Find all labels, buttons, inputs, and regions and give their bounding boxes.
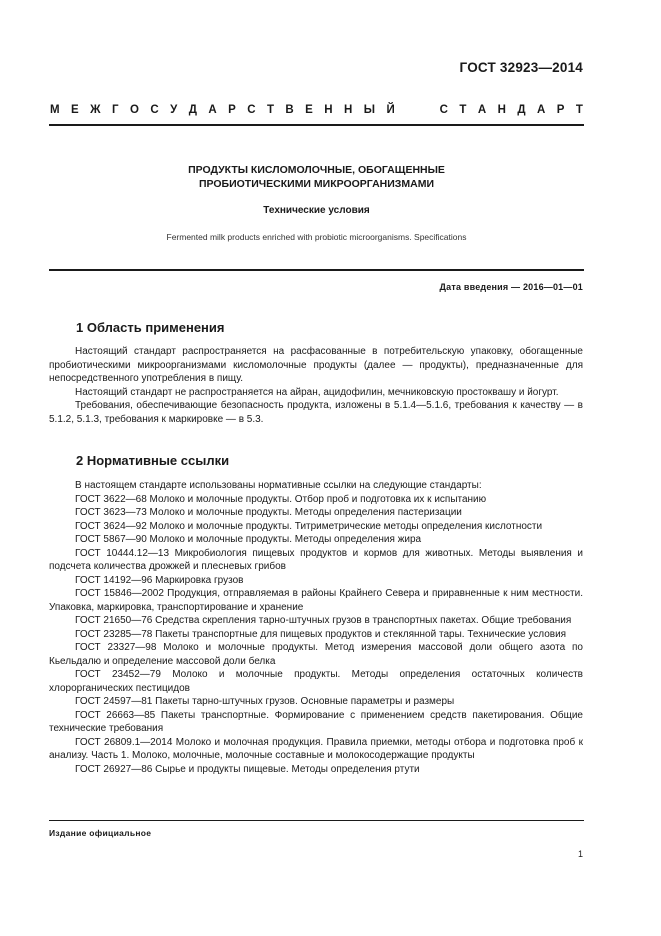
- banner-letter: Д: [517, 104, 526, 116]
- banner-letter: Р: [228, 104, 236, 116]
- effective-date: Дата введения — 2016—01—01: [439, 282, 583, 292]
- reference-item: ГОСТ 21650—76 Средства скрепления тарно-штучных грузов в транспортных пакетах. Общие требования: [75, 615, 572, 626]
- banner-letter: Е: [71, 104, 79, 116]
- banner-letter: С: [150, 104, 159, 116]
- banner-letter: Т: [459, 104, 467, 116]
- banner-letter: Д: [188, 104, 197, 116]
- banner-letter: С: [439, 104, 448, 116]
- references-list: [49, 493, 583, 777]
- title-rule: [49, 269, 584, 271]
- title-line-2: ПРОБИОТИЧЕСКИМИ МИКРООРГАНИЗМАМИ: [198, 178, 435, 190]
- banner-letter: А: [477, 104, 487, 116]
- reference-item: ГОСТ 5867—90 Молоко и молочные продукты. Методы определения жира: [75, 534, 422, 545]
- english-title: Fermented milk products enriched with probiotic microorganisms. Specifications: [166, 232, 467, 242]
- document-subtitle: Технические условия: [263, 205, 370, 216]
- reference-item: ГОСТ 26809.1—2014 Молоко и молочная продукция. Правила приемки, методы отбора и подготовка проб к анализу. Часть 1. Молоко, молочные, молочные составные и молокосодержащие продукты: [49, 736, 583, 761]
- reference-item: ГОСТ 26663—85 Пакеты транспортные. Формирование с применением средств пакетирования. Общие технические требования: [49, 709, 583, 734]
- banner-letter: Р: [556, 104, 565, 116]
- banner-letter: Н: [344, 104, 353, 116]
- section-1-body: [49, 345, 583, 426]
- banner-letter: Т: [266, 104, 274, 116]
- banner-letter: Ы: [363, 104, 376, 116]
- section-1-paragraph: Требования, обеспечивающие безопасность продукта, изложены в 5.1.4—5.1.6, требования к качеству — в 5.1.2, 5.1.3, требования к маркировке — в 5.3.: [49, 400, 583, 425]
- section-1-paragraph: Настоящий стандарт не распространяется на айран, ацидофилин, мечниковскую простоквашу и йогурт.: [75, 386, 559, 398]
- section-2-heading: 2 Нормативные ссылки: [76, 453, 230, 468]
- banner-letter: Т: [575, 104, 583, 116]
- reference-item: ГОСТ 23285—78 Пакеты транспортные для пищевых продуктов и стеклянной тары. Технические условия: [75, 628, 567, 640]
- reference-item: ГОСТ 23327—98 Молоко и молочные продукты. Метод измерения массовой доли общего азота по Кьельдалю и определение массовой доли белка: [49, 642, 583, 667]
- banner-letter: Ж: [90, 104, 101, 116]
- section-2-intro: В настоящем стандарте использованы нормативные ссылки на следующие стандарты:: [75, 480, 482, 491]
- footer-rule: [49, 820, 584, 821]
- banner-letter: М: [50, 104, 60, 116]
- reference-item: ГОСТ 3623—73 Молоко и молочные продукты. Методы определения пастеризации: [75, 507, 462, 518]
- title-line-1: ПРОДУКТЫ КИСЛОМОЛОЧНЫЕ, ОБОГАЩЕННЫЕ: [188, 164, 445, 176]
- document-title: [49, 163, 584, 191]
- banner-letter: Й: [386, 104, 395, 116]
- reference-item: ГОСТ 14192—96 Маркировка грузов: [75, 574, 244, 586]
- reference-item: ГОСТ 24597—81 Пакеты тарно-штучных грузов. Основные параметры и размеры: [75, 696, 455, 707]
- reference-item: ГОСТ 26927—86 Сырье и продукты пищевые. Методы определения ртути: [75, 763, 420, 775]
- banner-letter: А: [208, 104, 217, 116]
- banner-letter: Г: [111, 104, 119, 116]
- banner-letter: Е: [305, 104, 313, 116]
- banner-letter: Н: [497, 104, 506, 116]
- reference-item: ГОСТ 15846—2002 Продукция, отправляемая в районы Крайнего Севера и приравненные к ним местности. Упаковка, маркировка, транспортирование и хранение: [49, 588, 583, 613]
- reference-item: ГОСТ 23452—79 Молоко и молочные продукты. Методы определения остаточных количеств хлорорганических пестицидов: [49, 669, 583, 694]
- banner-letter: В: [285, 104, 294, 116]
- reference-item: ГОСТ 3624—92 Молоко и молочные продукты. Титриметрические методы определения кислотности: [75, 520, 543, 532]
- banner-letter: О: [129, 104, 139, 116]
- standard-type-banner: [50, 104, 583, 116]
- banner-letter: С: [247, 104, 256, 116]
- edition-label: Издание официальное: [49, 828, 152, 838]
- page-number: 1: [577, 849, 583, 859]
- banner-letter: А: [536, 104, 546, 116]
- top-rule: [49, 124, 584, 126]
- banner-letter: Н: [324, 104, 333, 116]
- section-2-body: [49, 479, 583, 776]
- banner-letter: У: [170, 104, 178, 116]
- section-1-heading: 1 Область применения: [76, 320, 225, 335]
- reference-item: ГОСТ 3622—68 Молоко и молочные продукты. Отбор проб и подготовка их к испытанию: [75, 493, 487, 505]
- section-1-paragraph: Настоящий стандарт распространяется на расфасованные в потребительскую упаковку, обогащенные пробиотическими микроорганизмами кисломолочные продукты (далее — продукты), предназначенные для непосредственного употребления в пищу.: [49, 346, 583, 384]
- document-code: ГОСТ 32923—2014: [459, 60, 583, 75]
- reference-item: ГОСТ 10444.12—13 Микробиология пищевых продуктов и кормов для животных. Методы выявления и подсчета количества дрожжей и плесневых грибов: [49, 547, 583, 572]
